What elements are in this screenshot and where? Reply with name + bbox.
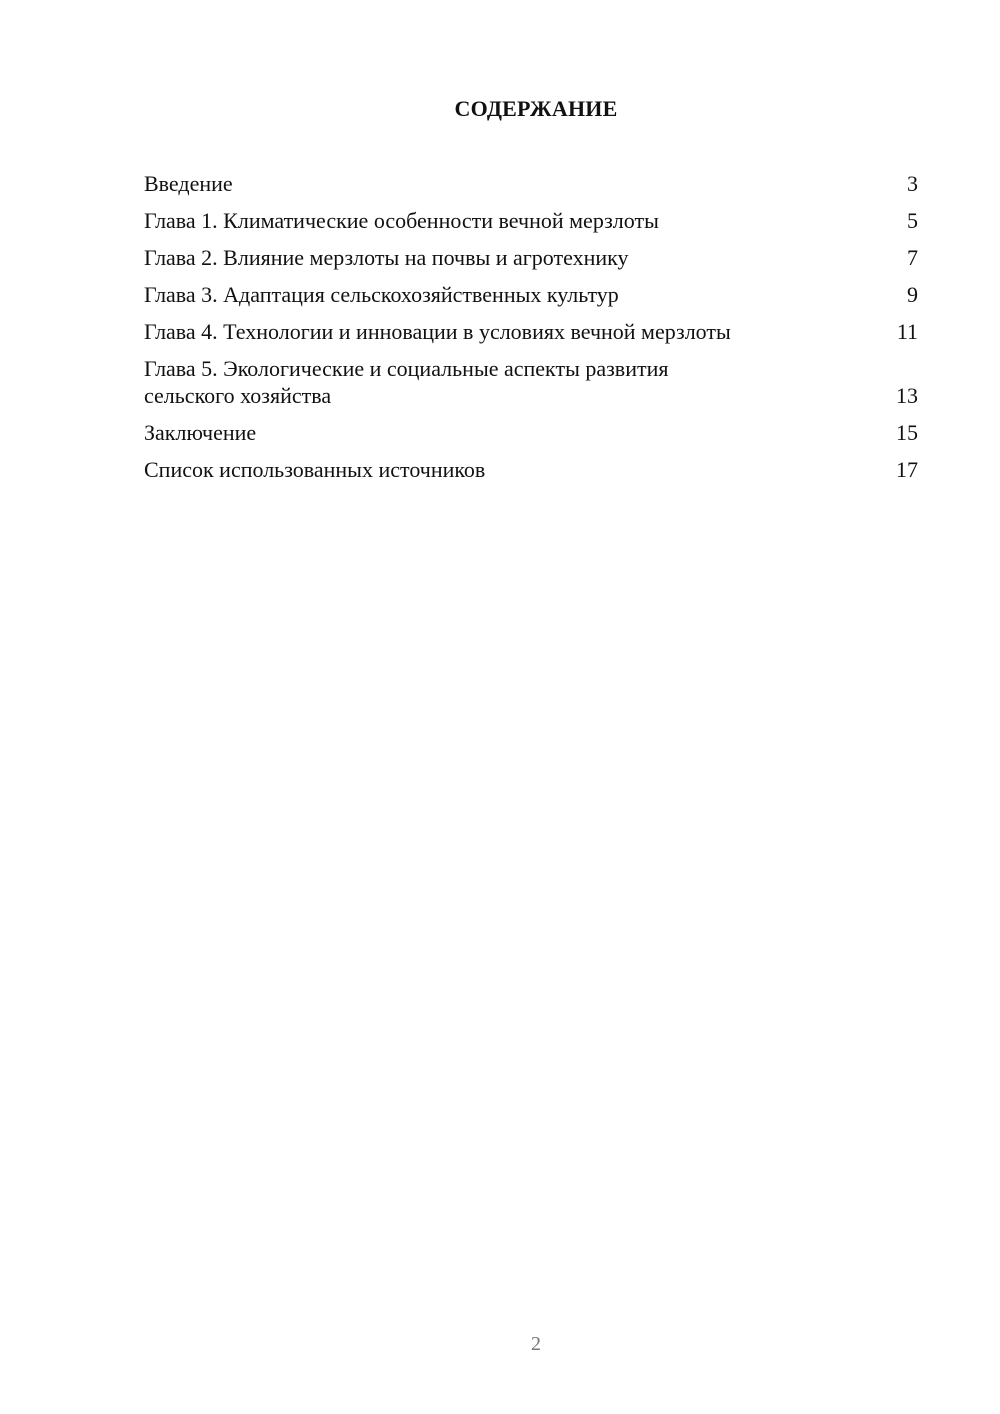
toc-item-label: Глава 5. Экологические и социальные аспекты развития сельского хозяйства (144, 356, 669, 408)
toc-item-page: 3 (907, 171, 918, 196)
toc-item-page: 9 (907, 282, 918, 307)
toc-item-chapter-4 (144, 318, 918, 345)
toc-item-page: 7 (907, 245, 918, 270)
toc-item-conclusion (144, 419, 918, 446)
toc-item-page: 13 (896, 383, 918, 408)
toc-item-chapter-1 (144, 207, 918, 234)
toc-item-label: Заключение (144, 420, 257, 445)
toc-item-chapter-3 (144, 281, 918, 308)
toc-item-page: 17 (896, 457, 918, 482)
toc-item-label: Список использованных источников (144, 457, 486, 482)
table-of-contents (144, 170, 918, 493)
toc-item-chapter-5 (144, 355, 918, 409)
page-title: СОДЕРЖАНИЕ (454, 96, 618, 121)
toc-item-introduction (144, 170, 918, 197)
page-number: 2 (531, 1333, 541, 1355)
toc-item-page: 5 (907, 208, 918, 233)
toc-item-label: Глава 4. Технологии и инновации в условиях вечной мерзлоты (144, 319, 731, 344)
toc-item-label: Глава 1. Климатические особенности вечной мерзлоты (144, 208, 659, 233)
toc-item-label: Глава 2. Влияние мерзлоты на почвы и агротехнику (144, 245, 629, 270)
toc-item-page: 11 (896, 319, 918, 344)
toc-item-references (144, 456, 918, 483)
toc-item-chapter-2 (144, 244, 918, 271)
toc-item-label: Глава 3. Адаптация сельскохозяйственных культур (144, 282, 619, 307)
toc-item-label: Введение (144, 171, 233, 196)
toc-item-page: 15 (896, 420, 918, 445)
